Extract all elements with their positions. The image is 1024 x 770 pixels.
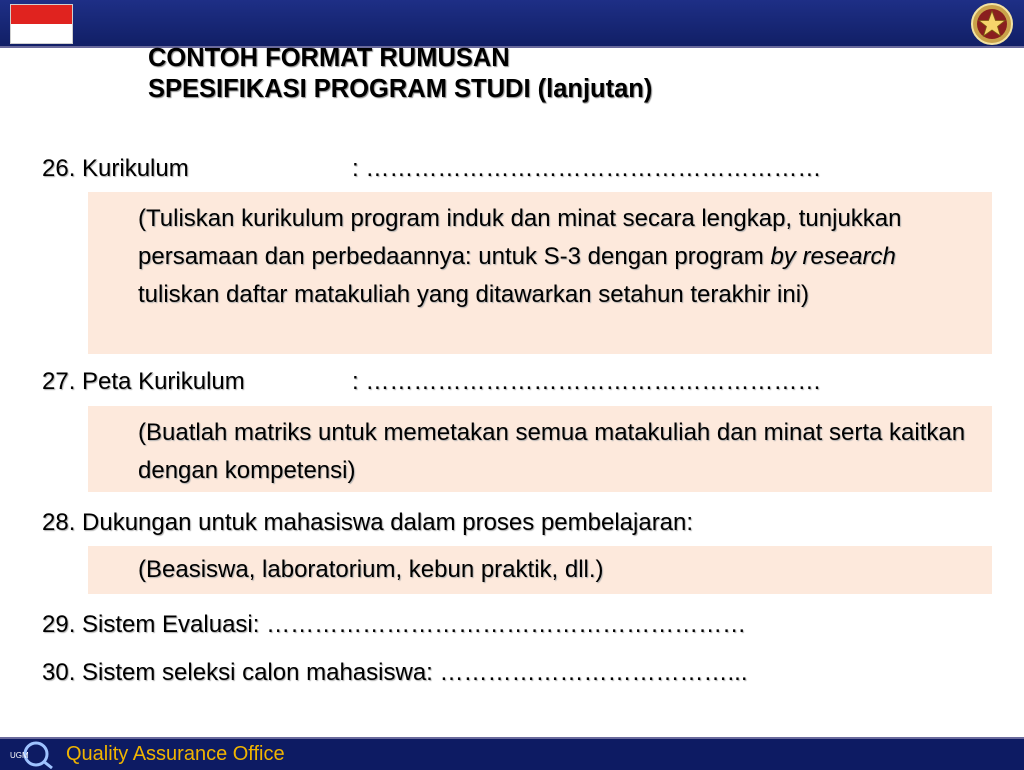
ugm-logo-text: UGM xyxy=(10,751,29,760)
item-27-note: (Buatlah matriks untuk memetakan semua matakuliah dan minat serta kaitkan dengan kompetensi) xyxy=(138,419,966,484)
title-line-1: CONTOH FORMAT RUMUSAN xyxy=(148,44,510,72)
page-title xyxy=(148,43,652,105)
item-29-label: 29. Sistem Evaluasi: …………………………………………………… xyxy=(42,611,747,638)
item-27-row xyxy=(42,367,821,397)
title-line-2: SPESIFIKASI PROGRAM STUDI (lanjutan) xyxy=(148,75,653,103)
item-27-label: 27. Peta Kurikulum xyxy=(42,368,245,395)
item-27-note-box xyxy=(88,406,992,492)
item-28-label: 28. Dukungan untuk mahasiswa dalam proses pembelajaran: xyxy=(42,509,694,536)
item-28-note-box xyxy=(88,546,992,594)
item-30-label: 30. Sistem seleksi calon mahasiswa: ………………………………... xyxy=(42,659,748,686)
top-bar xyxy=(0,0,1024,48)
indonesia-flag-icon xyxy=(10,4,73,44)
item-26-row xyxy=(42,154,821,184)
by-research-emphasis: by research xyxy=(770,243,896,270)
item-27-value: : ………………………………………………… xyxy=(352,368,822,395)
item-26-label: 26. Kurikulum xyxy=(42,155,189,182)
footer-text: Quality Assurance Office xyxy=(66,743,285,765)
item-26-note-box xyxy=(88,192,992,354)
item-26-value: : ………………………………………………… xyxy=(352,155,822,182)
footer-bar xyxy=(0,737,1024,770)
gold-star-emblem-icon xyxy=(970,2,1014,46)
item-26-note: (Tuliskan kurikulum program induk dan minat secara lengkap, tunjukkan persamaan dan perbedaannya: untuk S-3 dengan program by research tuliskan daftar matakuliah yang ditawarkan setahun terakhir ini) xyxy=(138,205,902,308)
ugm-qa-logo-icon xyxy=(6,739,58,769)
item-28-note: (Beasiswa, laboratorium, kebun praktik, dll.) xyxy=(138,556,604,583)
